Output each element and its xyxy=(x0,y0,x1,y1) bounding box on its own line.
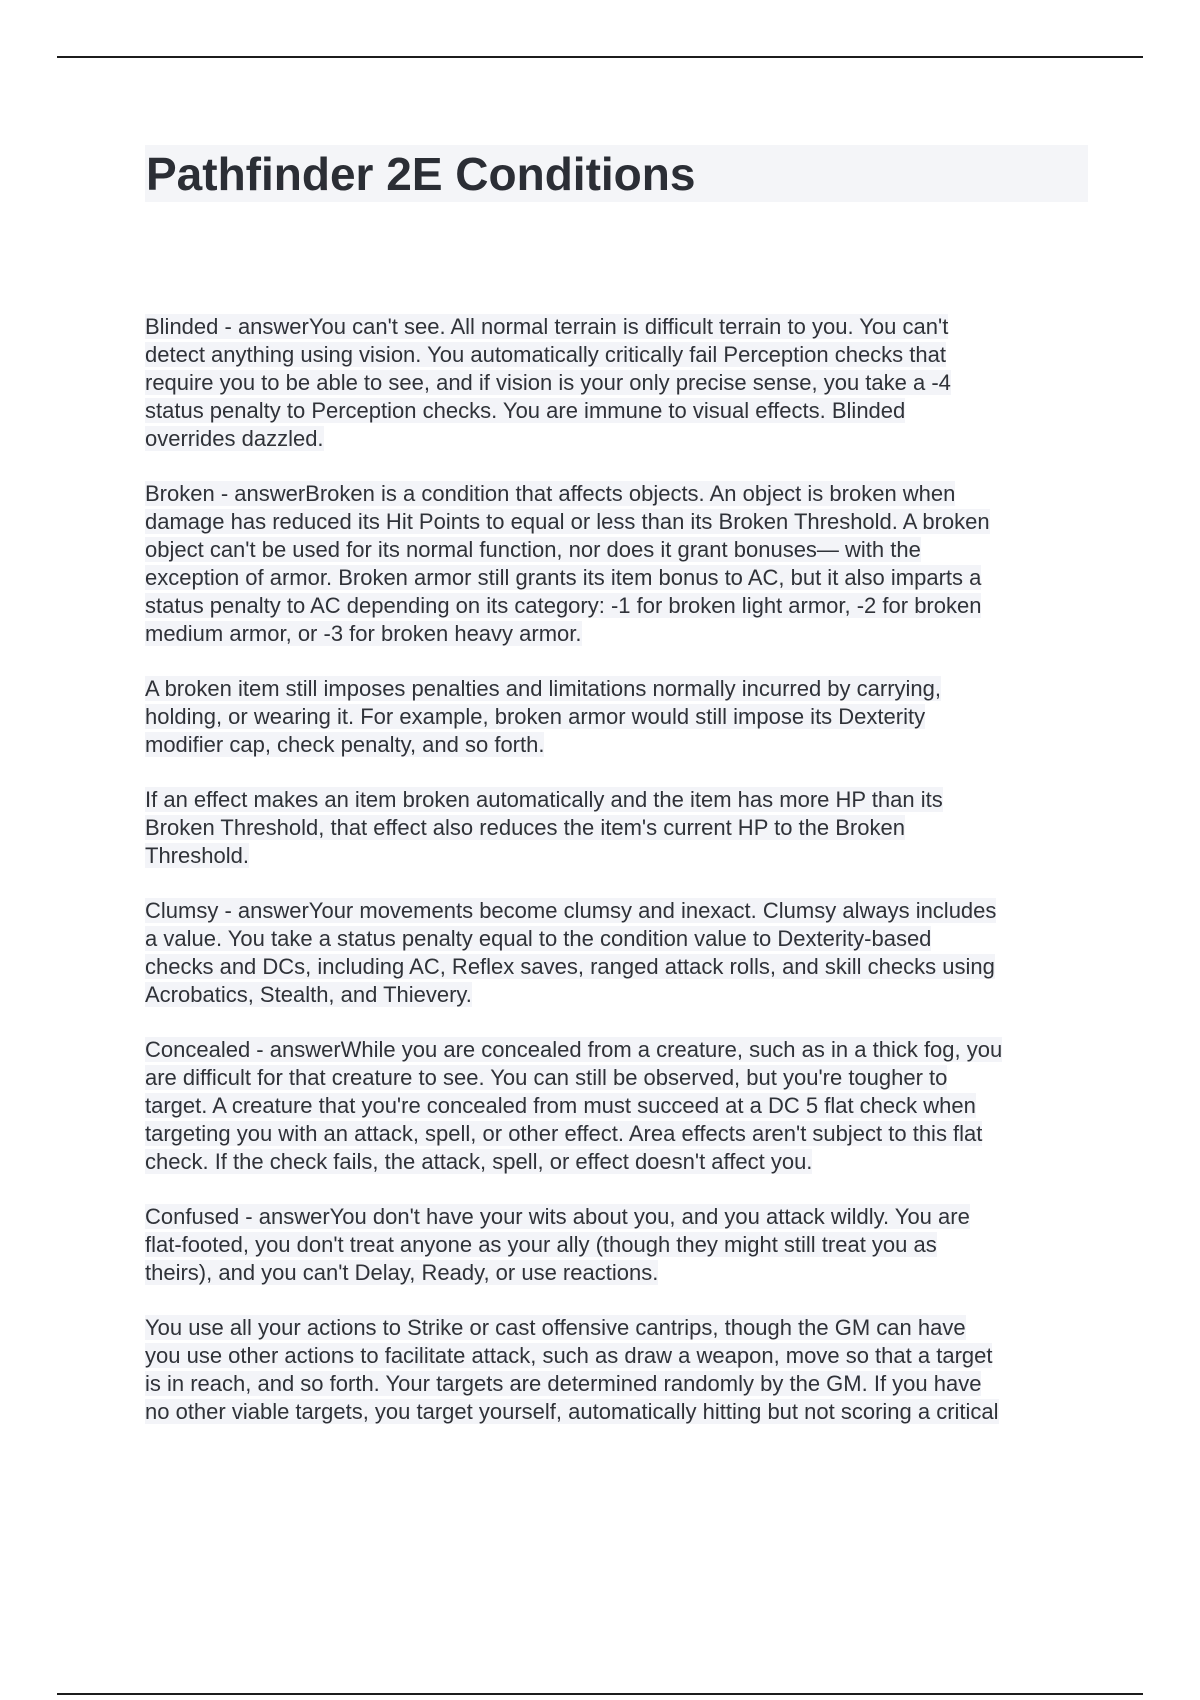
text-line xyxy=(145,925,1090,953)
text-line-content: damage has reduced its Hit Points to equal or less than its Broken Threshold. A broken xyxy=(145,509,990,534)
text-line-content: object can't be used for its normal function, nor does it grant bonuses— with the xyxy=(145,537,921,562)
paragraph xyxy=(145,1203,1090,1287)
text-line-content: checks and DCs, including AC, Reflex saves, ranged attack rolls, and skill checks using xyxy=(145,954,995,979)
text-line xyxy=(145,786,1090,814)
text-line xyxy=(145,313,1090,341)
text-line xyxy=(145,1064,1090,1092)
text-line-content: theirs), and you can't Delay, Ready, or use reactions. xyxy=(145,1260,659,1285)
text-line xyxy=(145,1120,1090,1148)
text-line-content: is in reach, and so forth. Your targets are determined randomly by the GM. If you have xyxy=(145,1371,982,1396)
text-line-content: you use other actions to facilitate attack, such as draw a weapon, move so that a target xyxy=(145,1343,993,1368)
text-line-content: Acrobatics, Stealth, and Thievery. xyxy=(145,982,472,1007)
text-line-content: overrides dazzled. xyxy=(145,426,324,451)
paragraph xyxy=(145,897,1090,1009)
text-line xyxy=(145,1342,1090,1370)
text-line-content: modifier cap, check penalty, and so forth. xyxy=(145,732,545,757)
text-line-content: holding, or wearing it. For example, broken armor would still impose its Dexterity xyxy=(145,704,926,729)
text-line xyxy=(145,703,1090,731)
bottom-rule xyxy=(57,1693,1143,1695)
text-line-content: If an effect makes an item broken automatically and the item has more HP than its xyxy=(145,787,943,812)
text-line xyxy=(145,731,1090,759)
text-line xyxy=(145,341,1090,369)
text-line xyxy=(145,1092,1090,1120)
text-line xyxy=(145,897,1090,925)
text-line xyxy=(145,675,1090,703)
text-line-content: You use all your actions to Strike or cast offensive cantrips, though the GM can have xyxy=(145,1315,966,1340)
text-line xyxy=(145,592,1090,620)
text-line xyxy=(145,564,1090,592)
text-line-content: are difficult for that creature to see. You can still be observed, but you're tougher to xyxy=(145,1065,948,1090)
text-line-content: a value. You take a status penalty equal to the condition value to Dexterity-based xyxy=(145,926,932,951)
text-line xyxy=(145,620,1090,648)
text-line-content: flat-footed, you don't treat anyone as your ally (though they might still treat you as xyxy=(145,1232,937,1257)
text-line xyxy=(145,1370,1090,1398)
paragraph xyxy=(145,480,1090,648)
text-line-content: A broken item still imposes penalties and limitations normally incurred by carrying, xyxy=(145,676,942,701)
top-rule xyxy=(57,56,1143,58)
document-body xyxy=(145,313,1090,1453)
text-line-content: Concealed - answerWhile you are concealed from a creature, such as in a thick fog, you xyxy=(145,1037,1003,1062)
text-line-content: no other viable targets, you target yourself, automatically hitting but not scoring a critical xyxy=(145,1399,999,1424)
text-line xyxy=(145,1036,1090,1064)
text-line-content: detect anything using vision. You automatically critically fail Perception checks that xyxy=(145,342,946,367)
text-line xyxy=(145,981,1090,1009)
text-line-content: Clumsy - answerYour movements become clumsy and inexact. Clumsy always includes xyxy=(145,898,997,923)
text-line xyxy=(145,814,1090,842)
paragraph xyxy=(145,675,1090,759)
text-line xyxy=(145,1231,1090,1259)
text-line-content: exception of armor. Broken armor still grants its item bonus to AC, but it also imparts a xyxy=(145,565,982,590)
text-line xyxy=(145,953,1090,981)
text-line xyxy=(145,536,1090,564)
text-line xyxy=(145,508,1090,536)
text-line-content: Blinded - answerYou can't see. All normal terrain is difficult terrain to you. You can't xyxy=(145,314,949,339)
text-line xyxy=(145,1314,1090,1342)
text-line xyxy=(145,1203,1090,1231)
text-line-content: Broken - answerBroken is a condition that affects objects. An object is broken when xyxy=(145,481,956,506)
text-line-content: require you to be able to see, and if vision is your only precise sense, you take a -4 xyxy=(145,370,951,395)
text-line-content: Broken Threshold, that effect also reduces the item's current HP to the Broken xyxy=(145,815,905,840)
paragraph xyxy=(145,786,1090,870)
paragraph xyxy=(145,1314,1090,1426)
text-line-content: Confused - answerYou don't have your wits about you, and you attack wildly. You are xyxy=(145,1204,970,1229)
text-line xyxy=(145,369,1090,397)
text-line-content: target. A creature that you're concealed from must succeed at a DC 5 flat check when xyxy=(145,1093,976,1118)
text-line-content: Threshold. xyxy=(145,843,249,868)
text-line xyxy=(145,425,1090,453)
text-line-content: check. If the check fails, the attack, spell, or effect doesn't affect you. xyxy=(145,1149,813,1174)
text-line xyxy=(145,842,1090,870)
text-line-content: status penalty to AC depending on its category: -1 for broken light armor, -2 for broken xyxy=(145,593,982,618)
text-line xyxy=(145,1398,1090,1426)
text-line-content: targeting you with an attack, spell, or other effect. Area effects aren't subject to this flat xyxy=(145,1121,983,1146)
text-line-content: medium armor, or -3 for broken heavy armor. xyxy=(145,621,582,646)
text-line xyxy=(145,480,1090,508)
text-line xyxy=(145,1259,1090,1287)
page-title: Pathfinder 2E Conditions xyxy=(146,148,696,200)
paragraph xyxy=(145,313,1090,453)
text-line-content: status penalty to Perception checks. You are immune to visual effects. Blinded xyxy=(145,398,906,423)
text-line xyxy=(145,397,1090,425)
paragraph xyxy=(145,1036,1090,1176)
text-line xyxy=(145,1148,1090,1176)
